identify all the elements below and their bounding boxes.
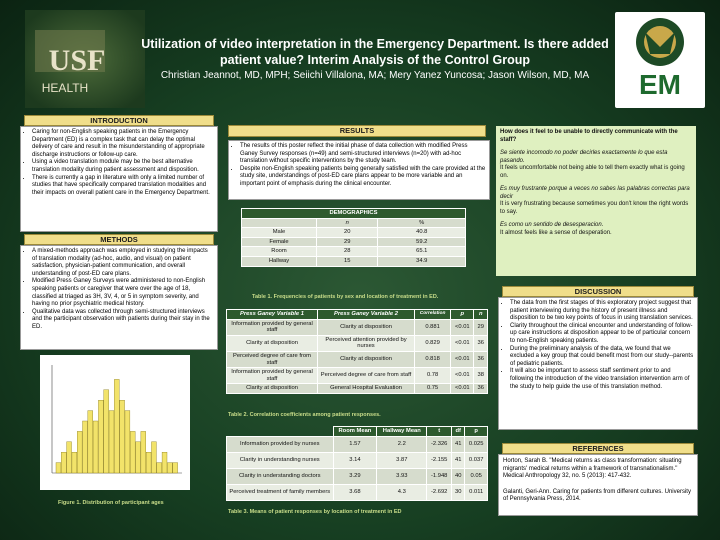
histogram-bar xyxy=(125,411,130,473)
age-histogram xyxy=(40,355,190,490)
corr-cell: General Hospital Evaluation xyxy=(318,384,415,394)
histogram-bar xyxy=(98,400,103,473)
methods-item: • A mixed-methods approach was employed in studying the impacts of translation modality (ad-hoc, audio, and visual) on patient satisfaction, physician-patient communication, and overall understanding of post-ED care plans. xyxy=(32,248,214,278)
demographics-pct: 34.9 xyxy=(378,256,466,266)
corr-cell: <0.01 xyxy=(451,319,474,335)
quote-english: It feels uncomfortable not being able to tell them exactly what is going on. xyxy=(500,165,685,179)
discussion-item: • It will also be important to assess staff sentiment prior to and following the introduction of the video translation intervention arm of the study to help guide the use of this translation method. xyxy=(510,368,694,391)
quote-spanish: Es como un sentido de desesperacion. xyxy=(500,222,604,228)
means-cell: Clarity in understanding nurses xyxy=(227,452,334,468)
demographics-n: 15 xyxy=(317,256,378,266)
quote-question: How does it feel to be unable to directly communicate with the staff? xyxy=(500,129,678,143)
corr-cell: 29 xyxy=(474,319,488,335)
corr-cell: Clarity at disposition xyxy=(227,384,318,394)
table2-caption: Table 2. Correlation coefficients among patient responses. xyxy=(228,412,381,418)
discussion-heading: DISCUSSION xyxy=(502,286,694,297)
means-cell: 3.87 xyxy=(377,452,427,468)
poster-title: Utilization of video interpretation in the Emergency Department. Is there added patient value? Interim Analysis of the Control Group xyxy=(141,37,609,67)
histogram-bar xyxy=(61,452,66,473)
demographics-pct: 40.8 xyxy=(378,228,466,238)
corr-cell: 36 xyxy=(474,335,488,351)
demographics-blank-cell xyxy=(242,218,317,228)
means-cell: 41 xyxy=(452,452,465,468)
histogram-bar xyxy=(151,442,156,473)
corr-cell: 0.78 xyxy=(415,368,451,384)
em-logo-text: EM xyxy=(639,69,681,100)
demographics-n: 29 xyxy=(317,237,378,247)
table-row xyxy=(242,247,466,257)
corr-cell: Information provided by general staff xyxy=(227,368,318,384)
em-bull-logo xyxy=(615,12,705,108)
demographics-col-pct: % xyxy=(378,218,466,228)
means-header: t xyxy=(427,427,452,437)
table-row xyxy=(242,237,466,247)
means-cell: 30 xyxy=(452,484,465,500)
reference-item: Horton, Sarah B. "Medical returns as class transformation: situating migrants' medical returns within a framework of transnationalism." Medical Anthropology 32, no. 5 (2013): 417-432. xyxy=(503,458,682,480)
table3-caption: Table 3. Means of patient responses by location of treatment in ED xyxy=(228,509,402,515)
corr-cell: 36 xyxy=(474,351,488,367)
demographics-label: Female xyxy=(242,237,317,247)
demographics-header: DEMOGRAPHICS xyxy=(242,209,466,219)
histogram-bar xyxy=(136,442,141,473)
histogram-bar xyxy=(83,421,88,473)
histogram-bar xyxy=(114,379,119,473)
means-cell: 0.037 xyxy=(465,452,488,468)
means-cell: 3.29 xyxy=(333,468,377,484)
corr-header: p xyxy=(451,310,474,320)
means-cell: 0.05 xyxy=(465,468,488,484)
histogram-bar xyxy=(93,421,98,473)
demographics-col-n: n xyxy=(317,218,378,228)
corr-cell: Clarity at disposition xyxy=(318,351,415,367)
methods-box xyxy=(20,245,218,350)
quote-spanish: Se siente incomodo no poder decirles exactamente lo que esta pasando. xyxy=(500,150,668,164)
corr-cell: <0.01 xyxy=(451,351,474,367)
results-item: • The results of this poster reflect the initial phase of data collection with modified Press Ganey Survey responses (n=49) and semi-structured interviews (n=20) with ad-hoc translation without specific interventions by the study team. xyxy=(240,143,486,166)
references-heading: REFERENCES xyxy=(502,443,694,454)
histogram-bar xyxy=(167,463,172,473)
demographics-n: 28 xyxy=(317,247,378,257)
corr-cell: 36 xyxy=(474,384,488,394)
quote-spanish: Es muy frustrante porque a veces no sabes las palabras correctas para decir xyxy=(500,186,690,200)
quote-english: It is very frustrating because sometimes you don't know the right words to say. xyxy=(500,201,689,215)
introduction-item: • Caring for non-English speaking patients in the Emergency Department (ED) is a complex task that can delay the optimal delivery of care and result in the misunderstanding of appropriate discharge instructions or follow-up care. xyxy=(32,129,214,159)
corr-cell: Perceived attention provided by nurses xyxy=(318,335,415,351)
histogram-bar xyxy=(173,463,178,473)
histogram-bar xyxy=(104,390,109,473)
means-cell: 41 xyxy=(452,436,465,452)
histogram-bar xyxy=(157,463,162,473)
means-header: Hallway Mean xyxy=(377,427,427,437)
means-header: df xyxy=(452,427,465,437)
table-row xyxy=(242,228,466,238)
table1-caption: Table 1. Frequencies of patients by sex and location of treatment in ED. xyxy=(252,294,439,300)
corr-cell: <0.01 xyxy=(451,335,474,351)
corr-cell: 38 xyxy=(474,368,488,384)
means-cell: -1.948 xyxy=(427,468,452,484)
methods-heading: METHODS xyxy=(24,234,214,245)
table-row xyxy=(227,384,488,394)
discussion-item: • The data from the first stages of this exploratory project suggest that patient interviewing during the history of present illness and disposition to be two key points of focus in using translation services. xyxy=(510,300,694,323)
results-heading: RESULTS xyxy=(228,125,486,137)
histogram-bar xyxy=(146,452,151,473)
means-cell: 0.011 xyxy=(465,484,488,500)
discussion-item: • During the preliminary analysis of the data, we found that we excluded a key group that could benefit most from our study--parents of pediatric patients. xyxy=(510,346,694,369)
table-row xyxy=(227,468,488,484)
means-cell: 4.3 xyxy=(377,484,427,500)
means-cell: 0.025 xyxy=(465,436,488,452)
table-row xyxy=(227,351,488,367)
corr-cell: <0.01 xyxy=(451,384,474,394)
means-table xyxy=(226,426,488,501)
corr-header: Press Ganey Variable 1 xyxy=(227,310,318,320)
corr-cell: Clarity at disposition xyxy=(318,319,415,335)
corr-cell: Information provided by general staff xyxy=(227,319,318,335)
histogram-bar xyxy=(130,431,135,473)
means-cell: -2.326 xyxy=(427,436,452,452)
histogram-bar xyxy=(67,442,72,473)
corr-header: n xyxy=(474,310,488,320)
introduction-item: • Using a video translation module may be the best alternative translation modality during patient assessment and disposition. xyxy=(32,159,214,174)
table-row xyxy=(227,368,488,384)
corr-header: Correlation xyxy=(415,310,451,320)
introduction-item: • There is currently a gap in literature with only a limited number of studies that have specifically compared translation modalities and their impacts on overall patient care in the Emergency Department. xyxy=(32,175,214,198)
means-cell: 40 xyxy=(452,468,465,484)
histogram-bar xyxy=(120,400,125,473)
discussion-box xyxy=(498,297,698,430)
histogram-bar xyxy=(72,452,77,473)
results-box xyxy=(228,140,490,200)
correlation-table xyxy=(226,309,488,394)
health-logo-text: HEALTH xyxy=(41,81,89,95)
methods-item: • Modified Press Ganey Surveys were administered to non-English speaking patients or caregiver that were over the age of 18, classified at triaged as 3H, 3V, 4, or 5 in symptom severity, and having no prior psychiatric medical history. xyxy=(32,278,214,308)
usf-health-logo xyxy=(25,10,145,108)
histogram-bar xyxy=(88,411,93,473)
figure1-caption: Figure 1. Distribution of participant ages xyxy=(58,500,164,506)
corr-cell: Clarity at disposition xyxy=(227,335,318,351)
corr-cell: 0.818 xyxy=(415,351,451,367)
means-cell: Clarity in understanding doctors xyxy=(227,468,334,484)
demographics-pct: 59.2 xyxy=(378,237,466,247)
methods-item: • Qualitative data was collected through semi-structured interviews and the participant observation with patients during their stay in the ED. xyxy=(32,309,214,332)
references-box xyxy=(498,454,698,516)
demographics-label: Room xyxy=(242,247,317,257)
means-cell: 3.68 xyxy=(333,484,377,500)
results-item: • Despite non-English speaking patients being generally satisfied with the care provided at the study site, understandings of post-ED care plans appear to be more variable and an important point of emphasis during the clinical encounter. xyxy=(240,166,486,189)
introduction-box xyxy=(20,126,218,232)
table-row xyxy=(227,319,488,335)
table-row xyxy=(227,335,488,351)
means-cell: 3.93 xyxy=(377,468,427,484)
histogram-bar xyxy=(77,431,82,473)
means-cell: Information provided by nurses xyxy=(227,436,334,452)
usf-logo-text: USF xyxy=(48,44,106,77)
means-header: Room Mean xyxy=(333,427,377,437)
table-row xyxy=(227,436,488,452)
means-cell: 1.57 xyxy=(333,436,377,452)
demographics-label: Male xyxy=(242,228,317,238)
histogram-bar xyxy=(109,411,114,473)
table-row xyxy=(227,452,488,468)
means-header xyxy=(227,427,334,437)
corr-cell: 0.881 xyxy=(415,319,451,335)
table-row xyxy=(242,256,466,266)
means-cell: 2.2 xyxy=(377,436,427,452)
means-cell: Perceived treatment of family members xyxy=(227,484,334,500)
corr-cell: Perceived degree of care from staff xyxy=(227,351,318,367)
demographics-n: 20 xyxy=(317,228,378,238)
corr-cell: <0.01 xyxy=(451,368,474,384)
discussion-item: • Clarity throughout the clinical encounter and understanding of follow-up care instructions at disposition appear to be of particular concern to non-English speaking patients. xyxy=(510,323,694,346)
demographics-table xyxy=(241,208,466,267)
histogram-bar xyxy=(56,463,61,473)
table-row xyxy=(227,484,488,500)
corr-cell: 0.75 xyxy=(415,384,451,394)
histogram-bar xyxy=(162,452,167,473)
means-cell: 3.14 xyxy=(333,452,377,468)
introduction-heading: INTRODUCTION xyxy=(24,115,214,126)
interview-quote-box xyxy=(496,126,696,276)
means-header: p xyxy=(465,427,488,437)
histogram-bar xyxy=(141,431,146,473)
poster-authors: Christian Jeannot, MD, MPH; Seiichi Villalona, MA; Mery Yanez Yuncosa; Jason Wilson, MD, MA xyxy=(160,70,590,81)
corr-header: Press Ganey Variable 2 xyxy=(318,310,415,320)
quote-english: It almost feels like a sense of desperation. xyxy=(500,229,612,236)
means-cell: -2.692 xyxy=(427,484,452,500)
demographics-pct: 65.1 xyxy=(378,247,466,257)
reference-item: Galanti, Geri-Ann. Caring for patients from different cultures. University of Pennsylvania Press, 2014. xyxy=(503,488,691,503)
means-cell: -2.155 xyxy=(427,452,452,468)
demographics-label: Hallway xyxy=(242,256,317,266)
corr-cell: 0.829 xyxy=(415,335,451,351)
corr-cell: Perceived degree of care from staff xyxy=(318,368,415,384)
